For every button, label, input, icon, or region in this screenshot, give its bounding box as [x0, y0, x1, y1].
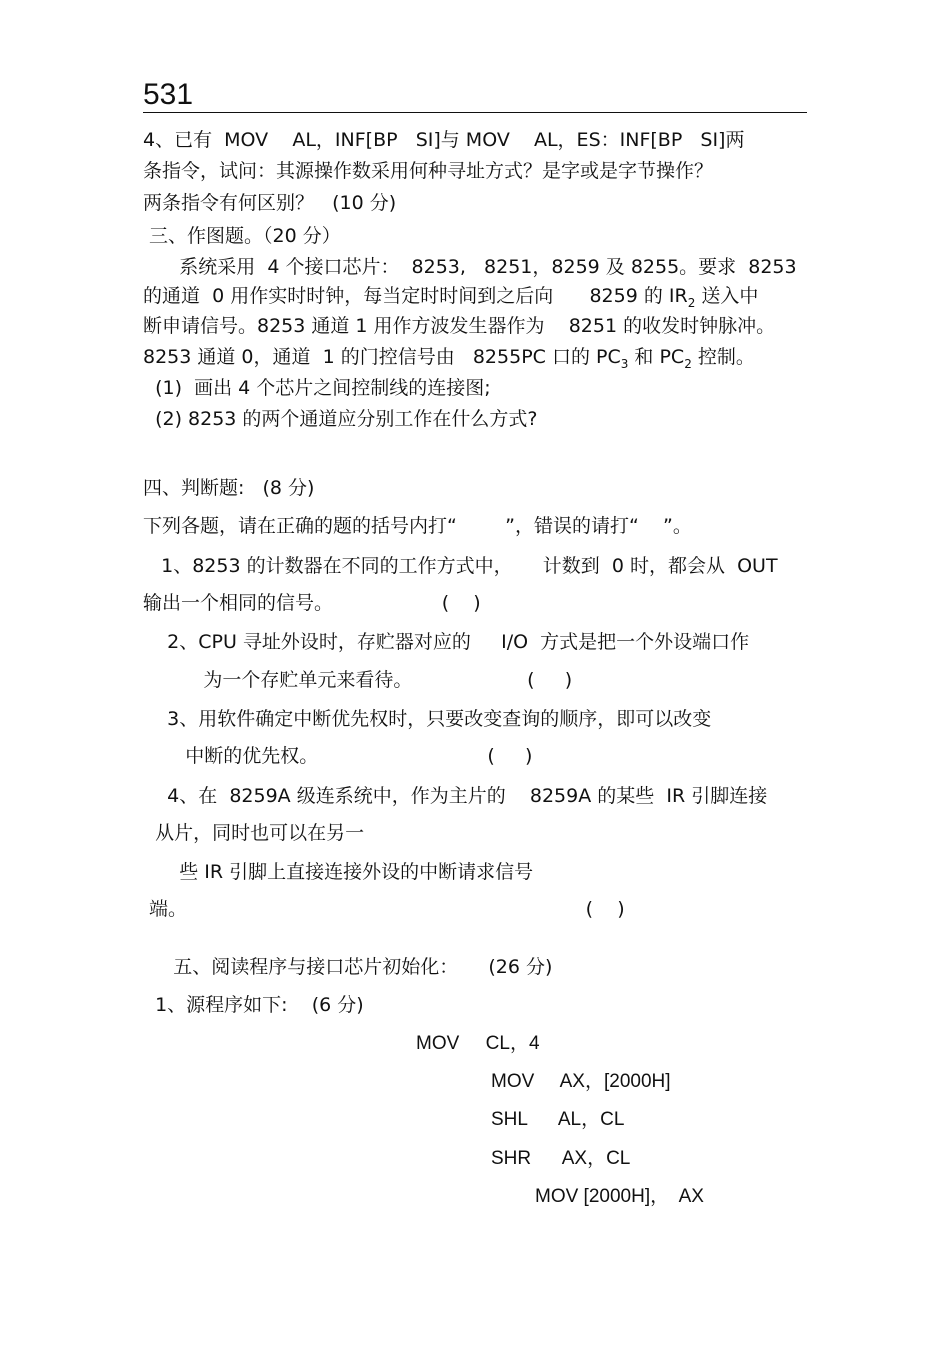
- section3-item-2: (2) 8253 的两个通道应分别工作在什么方式?: [143, 408, 538, 430]
- judge-item-4-c: 些 IR 引脚上直接连接外设的中断请求信号: [143, 861, 534, 883]
- judge-item-1-a: 1、8253 的计数器在不同的工作方式中， 计数到 0 时，都会从 OUT: [143, 555, 778, 577]
- section3-para-3: 断申请信号。8253 通道 1 用作方波发生器作为 8251 的收发时钟脉冲。: [143, 315, 776, 337]
- judge-item-2-b: 为一个存贮单元来看待。 ( ): [143, 669, 573, 691]
- section3-para-4: [143, 345, 755, 376]
- section3-para-2: [143, 284, 758, 315]
- section3-para-4-c: 控制。: [691, 346, 755, 368]
- code-line-3: SHL AL，CL: [491, 1109, 625, 1130]
- header-rule: [143, 112, 807, 113]
- section3-para-1: 系统采用 4 个接口芯片： 8253, 8251，8259 及 8255。要求 8253: [143, 256, 797, 278]
- section5-q1: 1、源程序如下: (6 分): [143, 994, 364, 1016]
- judge-item-4-d: 端。 ( ): [143, 898, 625, 920]
- section3-para-2-text: 的通道 0 用作实时时钟，每当定时时间到之后向 8259 的 IR: [143, 285, 688, 307]
- section3-para-2-end: 送入中: [695, 285, 759, 307]
- q4-line-1: 4、已有 MOV AL，INF[BP SI]与 MOV AL，ES：INF[BP SI]两: [143, 129, 745, 151]
- ir-subscript: 2: [687, 295, 696, 310]
- pc3-subscript: 3: [620, 356, 629, 371]
- section4-heading: 四、判断题: (8 分): [143, 477, 315, 499]
- section4-intro: 下列各题，请在正确的题的括号内打“ ”，错误的请打“ ”。: [143, 515, 692, 537]
- judge-item-1-b: 输出一个相同的信号。 ( ): [143, 592, 481, 614]
- section3-heading: 三、作图题。（20 分）: [143, 225, 341, 247]
- judge-item-3-a: 3、用软件确定中断优先权时，只要改变查询的顺序，即可以改变: [143, 708, 712, 730]
- page-number: 531: [143, 78, 194, 111]
- section3-item-1: (1) 画出 4 个芯片之间控制线的连接图;: [143, 377, 491, 399]
- code-line-4: SHR AX，CL: [491, 1148, 631, 1169]
- judge-item-4-b: 从片，同时也可以在另一: [143, 822, 365, 844]
- section5-heading: 五、阅读程序与接口芯片初始化： (26 分): [143, 956, 553, 978]
- judge-item-2-a: 2、CPU 寻址外设时，存贮器对应的 I/O 方式是把一个外设端口作: [143, 631, 750, 653]
- judge-item-4-a: 4、在 8259A 级连系统中，作为主片的 8259A 的某些 IR 引脚连接: [143, 785, 768, 807]
- section3-para-4-a: 8253 通道 0，通道 1 的门控信号由 8255PC 口的 PC: [143, 346, 621, 368]
- section3-para-4-b: 和 PC: [628, 346, 685, 368]
- pc2-subscript: 2: [684, 356, 692, 371]
- code-line-1: MOV CL，4: [416, 1033, 540, 1054]
- code-line-5: MOV [2000H]， AX: [535, 1186, 704, 1207]
- judge-item-3-b: 中断的优先权。 ( ): [143, 745, 533, 767]
- code-line-2: MOV AX，[2000H]: [491, 1071, 671, 1092]
- q4-line-2: 条指令，试问：其源操作数采用何种寻址方式？是字或是字节操作？: [143, 160, 714, 182]
- q4-line-3: 两条指令有何区别？ (10 分): [143, 192, 397, 214]
